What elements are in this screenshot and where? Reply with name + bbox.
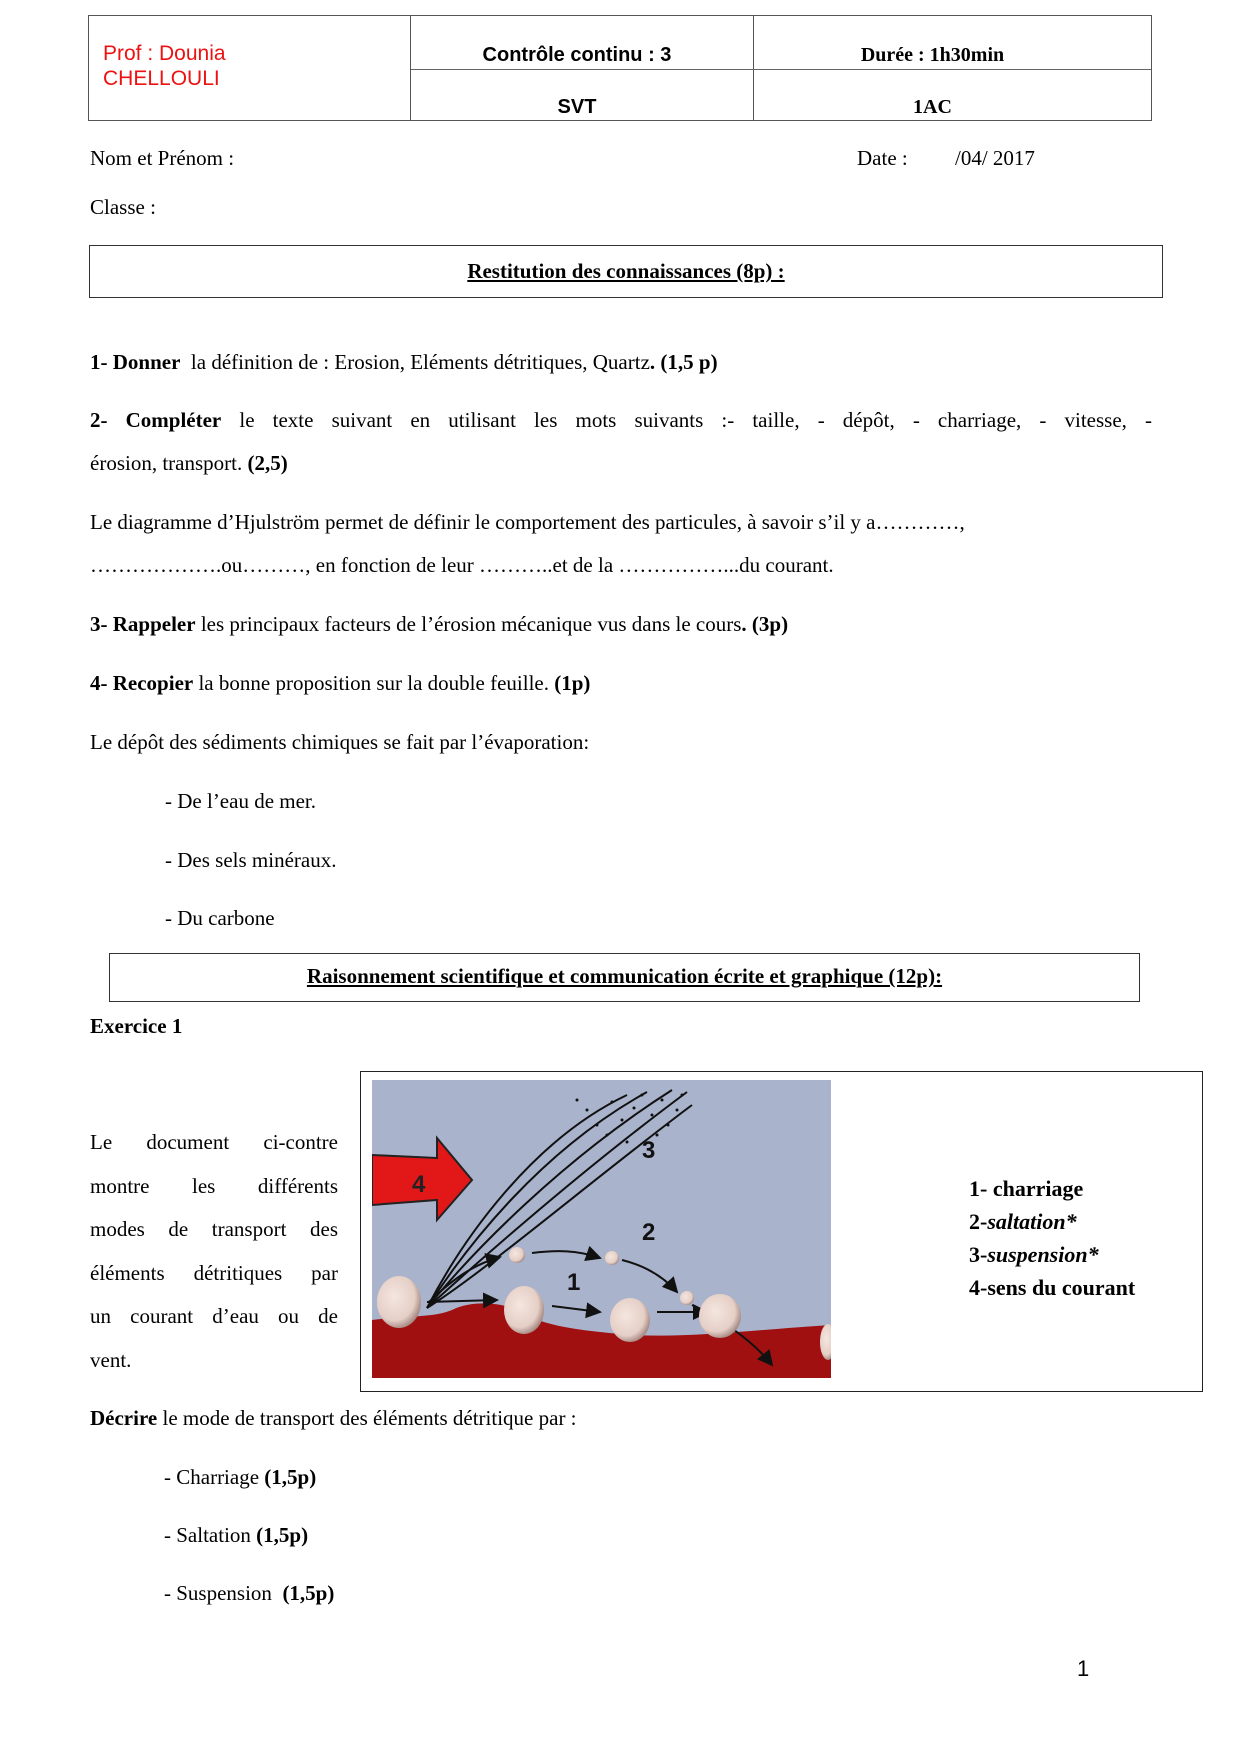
label-4: 4 xyxy=(412,1171,426,1198)
option-item: - Des sels minéraux. xyxy=(165,848,337,872)
intro-line: un courant d’eau ou de xyxy=(90,1304,338,1328)
question-points: (1p) xyxy=(554,671,591,695)
pebble xyxy=(699,1294,741,1338)
task-item-points: (1,5p) xyxy=(256,1523,309,1547)
exercise-intro xyxy=(90,1121,338,1382)
exercise-title: Exercice 1 xyxy=(90,1014,183,1038)
pebble-small xyxy=(680,1291,694,1305)
level: 1AC xyxy=(913,96,952,118)
question-number: 3- xyxy=(90,612,108,636)
teacher-line-1: Prof : Dounia xyxy=(103,42,226,65)
question-verb: Donner xyxy=(112,350,181,374)
legend-item: 1- charriage xyxy=(969,1176,1084,1201)
name-label: Nom et Prénom : xyxy=(90,146,235,170)
intro-line: éléments détritiques par xyxy=(90,1260,338,1285)
question-verb: Rappeler xyxy=(112,612,196,636)
page-number: 1 xyxy=(1077,1656,1090,1681)
header-table xyxy=(88,15,1152,121)
teacher-cell xyxy=(89,16,411,120)
duration-cell xyxy=(754,16,1151,120)
question-1 xyxy=(90,350,718,374)
transport-diagram xyxy=(372,1080,831,1378)
task-item-label: - Suspension xyxy=(164,1581,283,1605)
date-label: Date : xyxy=(857,146,908,170)
question-number: 4- xyxy=(90,671,108,695)
subject: SVT xyxy=(557,96,597,118)
question-verb: Compléter xyxy=(125,408,222,432)
label-1: 1 xyxy=(567,1269,581,1296)
option-item: - De l’eau de mer. xyxy=(165,789,317,813)
task-verb: Décrire xyxy=(90,1406,158,1430)
figure-legend xyxy=(969,1172,1135,1304)
question-number: 2- xyxy=(90,408,108,432)
question-4-stem: Le dépôt des sédiments chimiques se fait par l’évaporation: xyxy=(90,730,590,754)
pebble xyxy=(610,1298,650,1342)
question-text: le texte suivant en utilisant les mots suivants :- taille, - dépôt, - charriage, - vitesse, - xyxy=(221,408,1153,432)
duration: Durée : 1h30min xyxy=(860,44,1005,66)
task-instruction xyxy=(90,1406,577,1430)
date-value: /04/ 2017 xyxy=(955,146,1035,170)
question-points: . (1,5 p) xyxy=(649,350,718,374)
transport-modes-figure xyxy=(360,1071,1203,1392)
question-points: (2,5) xyxy=(247,451,288,475)
row-divider xyxy=(411,69,1151,70)
question-2-cont xyxy=(90,451,288,475)
task-item xyxy=(164,1465,316,1489)
fill-in-paragraph-line-1: Le diagramme d’Hjulström permet de définir le comportement des particules, à savoir s’il y a…………, xyxy=(90,510,965,534)
class-label: Classe : xyxy=(90,195,156,219)
legend-item: 2-saltation* xyxy=(969,1209,1077,1234)
intro-line: montre les différents xyxy=(90,1173,338,1198)
pebble-small xyxy=(605,1251,619,1265)
exam-cell xyxy=(411,16,754,120)
task-item xyxy=(164,1581,334,1605)
legend-item: 3-suspension* xyxy=(969,1242,1099,1267)
fill-in-paragraph-line-2: ……………….ou………, en fonction de leur ………..et de la ……………...du courant. xyxy=(90,553,834,577)
section-title: Raisonnement scientifique et communication écrite et graphique (12p): xyxy=(306,964,943,988)
task-item-points: (1,5p) xyxy=(282,1581,335,1605)
question-text: érosion, transport. xyxy=(90,451,248,475)
pebble xyxy=(504,1286,544,1334)
question-text: la bonne proposition sur la double feuille. xyxy=(193,671,555,695)
question-3 xyxy=(90,612,788,636)
intro-line: vent. xyxy=(90,1347,132,1372)
pebble-small xyxy=(509,1247,525,1263)
option-item: - Du carbone xyxy=(165,906,275,930)
teacher-name xyxy=(103,41,226,91)
teacher-line-2: CHELLOULI xyxy=(103,67,220,90)
question-text: les principaux facteurs de l’érosion mécanique vus dans le cours xyxy=(195,612,742,636)
question-2 xyxy=(90,408,1152,432)
section-raisonnement-header xyxy=(109,953,1140,1002)
legend-item: 4-sens du courant xyxy=(969,1275,1136,1300)
question-verb: Recopier xyxy=(112,671,194,695)
task-item-points: (1,5p) xyxy=(264,1465,317,1489)
intro-line: Le document ci-contre xyxy=(90,1130,338,1154)
task-item-label: - Saltation xyxy=(164,1523,257,1547)
task-item xyxy=(164,1523,308,1547)
task-item-label: - Charriage xyxy=(164,1465,265,1489)
section-restitution-header xyxy=(89,245,1163,298)
intro-line: modes de transport des xyxy=(90,1217,338,1241)
label-2: 2 xyxy=(642,1219,656,1246)
question-number: 1- xyxy=(90,350,108,374)
pebble xyxy=(377,1276,421,1328)
exam-title: Contrôle continu : 3 xyxy=(482,44,672,66)
question-4 xyxy=(90,671,590,695)
section-title: Restitution des connaissances (8p) : xyxy=(467,259,785,283)
task-text: le mode de transport des éléments détritique par : xyxy=(157,1406,577,1430)
question-points: . (3p) xyxy=(741,612,789,636)
label-3: 3 xyxy=(642,1137,656,1164)
question-text: la définition de : Erosion, Eléments détritiques, Quartz xyxy=(180,350,650,374)
